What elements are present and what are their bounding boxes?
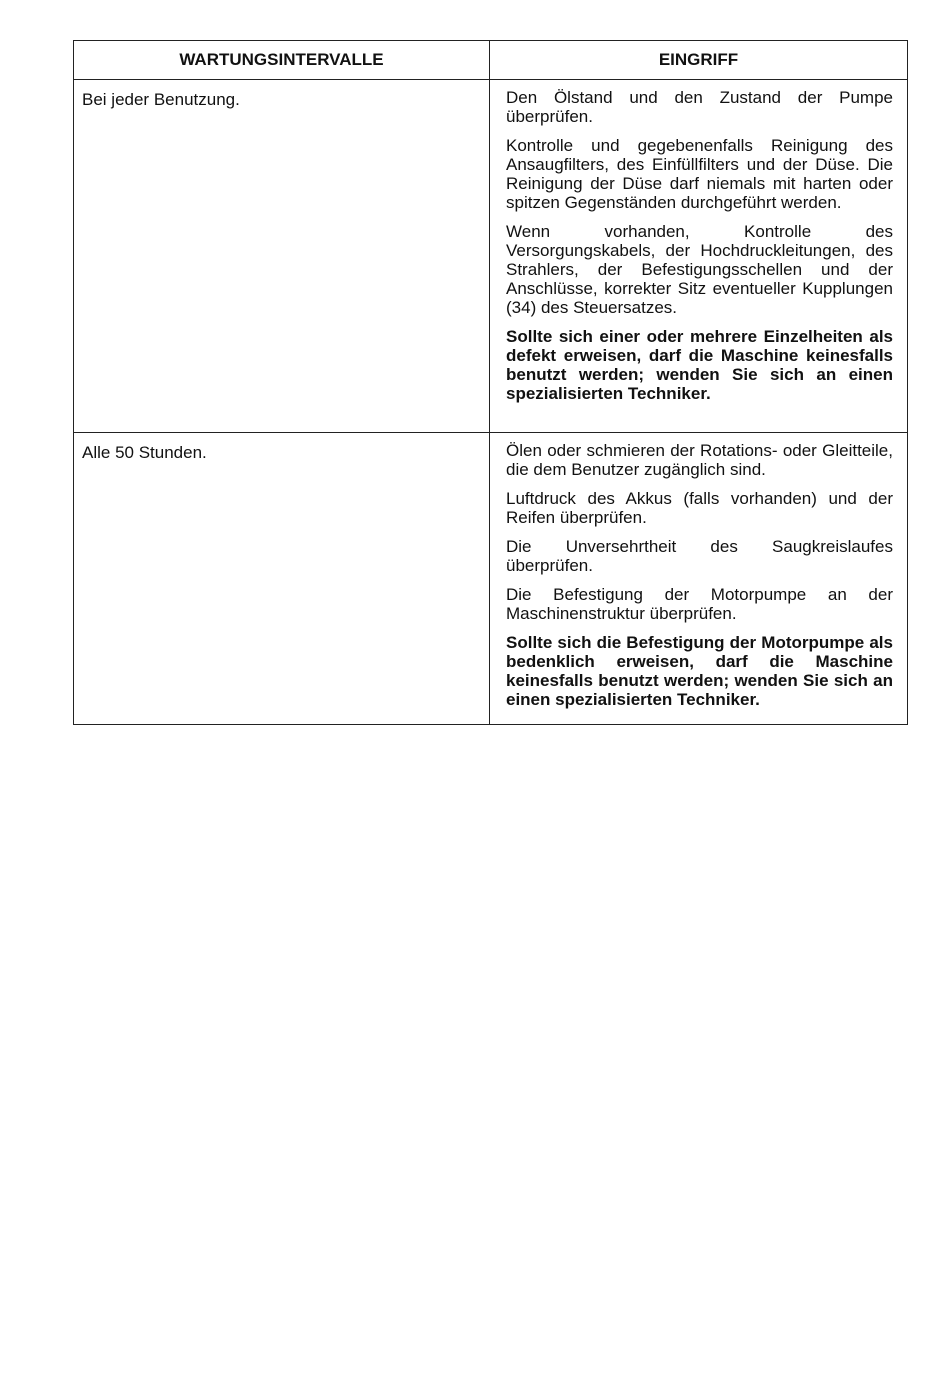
action-paragraph: Ölen oder schmieren der Rotations- oder Gleitteile, die dem Benutzer zugänglich sind. <box>506 441 893 479</box>
warning-paragraph: Sollte sich die Befestigung der Motorpumpe als bedenklich erweisen, darf die Maschine keinesfalls benutzt werden; wenden Sie sich an einen spezialisierten Techniker. <box>506 633 893 709</box>
interval-cell: Alle 50 Stunden. <box>74 433 490 725</box>
interval-cell: Bei jeder Benutzung. <box>74 80 490 433</box>
header-action: EINGRIFF <box>490 41 908 80</box>
action-paragraph: Die Befestigung der Motorpumpe an der Maschinenstruktur überprüfen. <box>506 585 893 623</box>
table-row <box>74 433 908 725</box>
action-cell <box>490 80 908 433</box>
action-paragraph: Kontrolle und gegebenenfalls Reinigung des Ansaugfilters, des Einfüllfilters und der Düse. Die Reinigung der Düse darf niemals mit harten oder spitzen Gegenständen durchgeführt werden. <box>506 136 893 212</box>
action-paragraph: Die Unversehrtheit des Saugkreislaufes überprüfen. <box>506 537 893 575</box>
warning-paragraph: Sollte sich einer oder mehrere Einzelheiten als defekt erweisen, darf die Maschine keinesfalls benutzt werden; wenden Sie sich an einen spezialisierten Techniker. <box>506 327 893 403</box>
action-paragraph: Den Ölstand und den Zustand der Pumpe überprüfen. <box>506 88 893 126</box>
table-row <box>74 80 908 433</box>
header-row <box>74 41 908 80</box>
maintenance-table <box>73 40 908 725</box>
header-interval: WARTUNGSINTERVALLE <box>74 41 490 80</box>
action-cell <box>490 433 908 725</box>
action-paragraph: Wenn vorhanden, Kontrolle des Versorgungskabels, der Hochdruckleitungen, des Strahlers, der Befestigungsschellen und der Anschlüsse, korrekter Sitz eventueller Kupplungen (34) des Steuersatzes. <box>506 222 893 317</box>
action-paragraph: Luftdruck des Akkus (falls vorhanden) und der Reifen überprüfen. <box>506 489 893 527</box>
